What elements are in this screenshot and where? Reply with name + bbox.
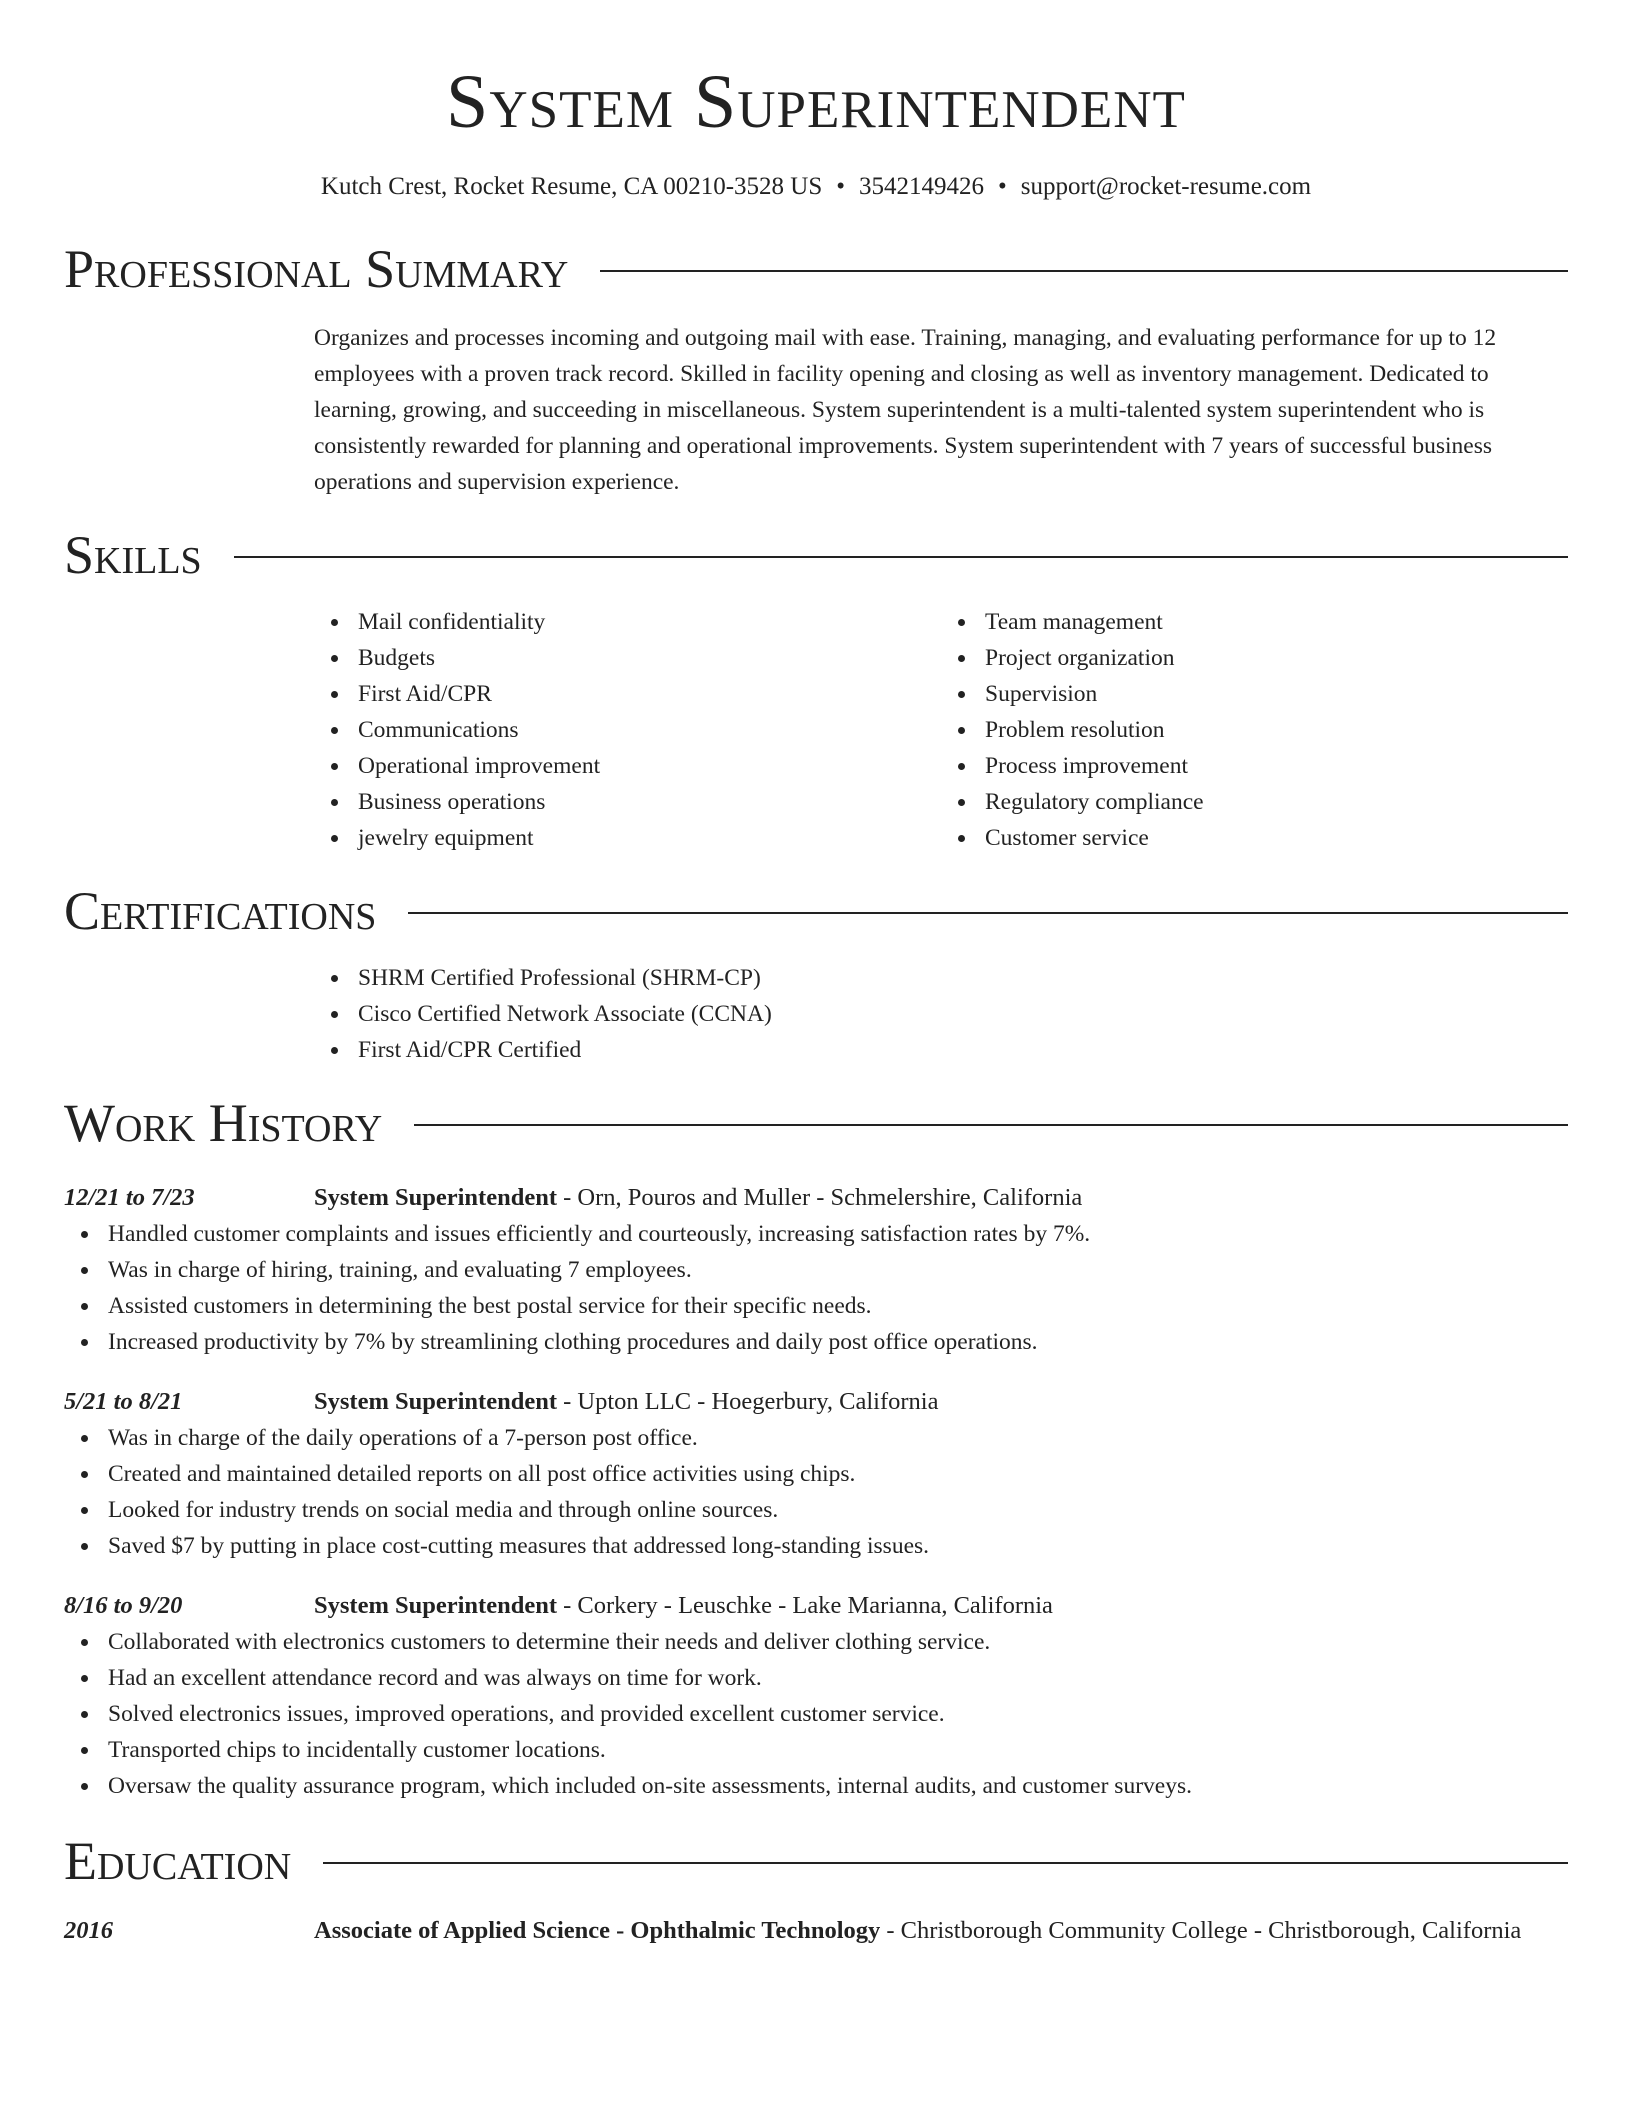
job-dates: 8/16 to 9/20 bbox=[64, 1592, 183, 1619]
job-bullet: Collaborated with electronics customers to determine their needs and deliver clothing service. bbox=[108, 1624, 1568, 1660]
education-entry bbox=[64, 1912, 1568, 1950]
summary-text: Organizes and processes incoming and outgoing mail with ease. Training, managing, and evaluating performance for up to 12 employees with a proven track record. Skilled in facility opening and closing as well as inventory management. Dedicated to learning, growing, and succeeding in miscellaneous. System superintendent is a multi-talented system superintendent who is consistently rewarded for planning and operational improvements. System superintendent with 7 years of successful business operations and supervision experience. bbox=[314, 325, 1497, 495]
skills-title: Skills bbox=[64, 525, 202, 585]
skill-item: Customer service bbox=[985, 820, 1568, 856]
job-role: System Superintendent bbox=[314, 1388, 557, 1415]
job-bullet: Was in charge of the daily operations of a 7-person post office. bbox=[108, 1420, 1568, 1456]
certifications-list bbox=[314, 960, 1568, 1068]
job-bullet: Solved electronics issues, improved operations, and provided excellent customer service. bbox=[108, 1696, 1568, 1732]
education-section-header bbox=[64, 1828, 1568, 1894]
contact-separator: • bbox=[998, 173, 1007, 200]
skills-list-left bbox=[314, 604, 941, 856]
work-title: Work History bbox=[64, 1093, 383, 1153]
job-header bbox=[64, 1588, 1568, 1624]
job-header bbox=[64, 1180, 1568, 1216]
job-company: - Upton LLC - Hoegerbury, California bbox=[556, 1388, 939, 1415]
section-divider bbox=[234, 556, 1568, 558]
certification-item: First Aid/CPR Certified bbox=[358, 1032, 1568, 1068]
skills-section-header bbox=[64, 522, 1568, 588]
section-divider bbox=[408, 912, 1568, 914]
job-bullet: Looked for industry trends on social media and through online sources. bbox=[108, 1492, 1568, 1528]
certifications-block bbox=[314, 960, 1568, 1068]
skills-list-right bbox=[941, 604, 1568, 856]
contact-phone: 3542149426 bbox=[859, 173, 985, 200]
certifications-title: Certifications bbox=[64, 881, 377, 941]
job-bullet: Transported chips to incidentally customer locations. bbox=[108, 1732, 1568, 1768]
job-title-line bbox=[314, 1384, 1568, 1420]
contact-email[interactable]: support@rocket-resume.com bbox=[1020, 173, 1312, 200]
job-bullets bbox=[64, 1624, 1568, 1804]
job-header bbox=[64, 1384, 1568, 1420]
education-school: - Christborough Community College - Christborough, California bbox=[880, 1917, 1522, 1944]
education-year: 2016 bbox=[64, 1917, 113, 1944]
skill-item: Budgets bbox=[358, 640, 941, 676]
skill-item: Project organization bbox=[985, 640, 1568, 676]
section-divider bbox=[600, 270, 1568, 272]
skill-item: Team management bbox=[985, 604, 1568, 640]
skill-item: Problem resolution bbox=[985, 712, 1568, 748]
job-bullet: Created and maintained detailed reports on all post office activities using chips. bbox=[108, 1456, 1568, 1492]
skill-item: jewelry equipment bbox=[358, 820, 941, 856]
skill-item: Supervision bbox=[985, 676, 1568, 712]
job-bullet: Was in charge of hiring, training, and evaluating 7 employees. bbox=[108, 1252, 1568, 1288]
job-bullets bbox=[64, 1420, 1568, 1564]
job-bullet: Saved $7 by putting in place cost-cutting measures that addressed long-standing issues. bbox=[108, 1528, 1568, 1564]
job-entry bbox=[64, 1384, 1568, 1564]
summary-title: Professional Summary bbox=[64, 239, 569, 299]
job-dates: 12/21 to 7/23 bbox=[64, 1184, 195, 1211]
job-entry bbox=[64, 1180, 1568, 1360]
skill-item: Communications bbox=[358, 712, 941, 748]
section-divider bbox=[414, 1124, 1568, 1126]
contact-address: Kutch Crest, Rocket Resume, CA 00210-3528 US bbox=[320, 173, 823, 200]
job-bullet: Assisted customers in determining the best postal service for their specific needs. bbox=[108, 1288, 1568, 1324]
job-bullet: Handled customer complaints and issues efficiently and courteously, increasing satisfaction rates by 7%. bbox=[108, 1216, 1568, 1252]
summary-section-header bbox=[64, 236, 1568, 302]
job-company: - Corkery - Leuschke - Lake Marianna, California bbox=[556, 1592, 1053, 1619]
education-text bbox=[314, 1912, 1568, 1950]
candidate-name: System Superintendent bbox=[446, 60, 1186, 144]
skill-item: First Aid/CPR bbox=[358, 676, 941, 712]
section-divider bbox=[323, 1862, 1568, 1864]
job-entry bbox=[64, 1588, 1568, 1804]
education-title: Education bbox=[64, 1831, 292, 1891]
certification-item: SHRM Certified Professional (SHRM-CP) bbox=[358, 960, 1568, 996]
contact-line bbox=[64, 170, 1568, 204]
job-title-line bbox=[314, 1588, 1568, 1624]
skills-grid bbox=[314, 604, 1568, 856]
job-company: - Orn, Pouros and Muller - Schmelershire, California bbox=[556, 1184, 1083, 1211]
education-degree: Associate of Applied Science - Ophthalmic Technology bbox=[314, 1917, 881, 1944]
job-bullet: Had an excellent attendance record and was always on time for work. bbox=[108, 1660, 1568, 1696]
contact-separator: • bbox=[836, 173, 846, 200]
job-bullets bbox=[64, 1216, 1568, 1360]
job-title-line bbox=[314, 1180, 1568, 1216]
job-dates: 5/21 to 8/21 bbox=[64, 1388, 183, 1415]
job-bullet: Oversaw the quality assurance program, which included on-site assessments, internal audits, and customer surveys. bbox=[108, 1768, 1568, 1804]
skill-item: Mail confidentiality bbox=[358, 604, 941, 640]
skill-item: Business operations bbox=[358, 784, 941, 820]
job-bullet: Increased productivity by 7% by streamlining clothing procedures and daily post office operations. bbox=[108, 1324, 1568, 1360]
skill-item: Process improvement bbox=[985, 748, 1568, 784]
skill-item: Operational improvement bbox=[358, 748, 941, 784]
skill-item: Regulatory compliance bbox=[985, 784, 1568, 820]
work-section-header bbox=[64, 1090, 1568, 1156]
certifications-section-header bbox=[64, 878, 1568, 944]
job-role: System Superintendent bbox=[314, 1592, 557, 1619]
certification-item: Cisco Certified Network Associate (CCNA) bbox=[358, 996, 1568, 1032]
job-role: System Superintendent bbox=[314, 1184, 557, 1211]
